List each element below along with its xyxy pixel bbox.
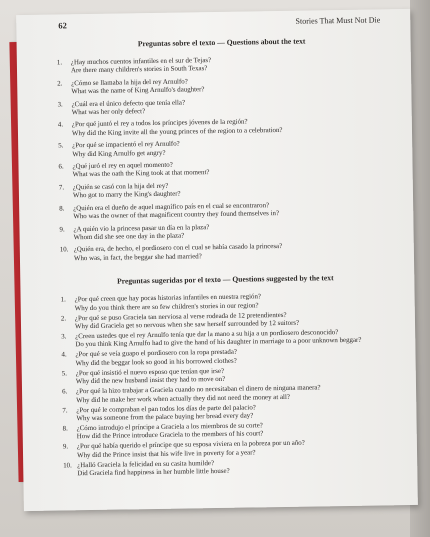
question-number: 8. (62, 425, 68, 433)
question-item (60, 242, 390, 264)
question-number: 5. (61, 370, 67, 378)
question-spanish: ¿Por qué la hizo trabajar a Graciela cuando no necesitaban el dinero de ninguna manera? (75, 384, 321, 396)
question-text (72, 138, 388, 160)
question-number: 5. (58, 142, 64, 150)
question-text (73, 221, 389, 243)
question-text (71, 54, 387, 76)
question-number: 6. (58, 163, 64, 171)
question-number: 7. (58, 184, 65, 192)
question-item (57, 96, 387, 118)
question-number: 1. (56, 59, 63, 67)
question-spanish: ¿Por qué se puso Graciela tan nerviosa al verse rodeada de 12 pretendientes? (74, 311, 287, 322)
question-item (59, 200, 389, 222)
question-number: 6. (62, 388, 68, 396)
question-spanish: ¿Creen ustedes que el rey Arnulfo tenía que dar la mano a su hija a un pordiosero desconocido? (75, 329, 339, 341)
question-english: Why did the new husband insist they had to move on? (75, 376, 226, 386)
question-text (73, 179, 389, 201)
question-spanish: ¿Por qué se veía guapo el pordiosero con la ropa prestada? (75, 349, 238, 359)
question-item (57, 75, 387, 97)
question-item (58, 117, 388, 139)
question-number: 2. (57, 80, 63, 88)
question-english: Whom did she see one day in the plaza? (73, 232, 185, 242)
question-item (58, 158, 388, 180)
question-english: Do you think King Arnulfo had to give the hand of his daughter in marriage to a poor unknown beggar? (75, 337, 362, 349)
question-number: 1. (60, 296, 66, 304)
question-number: 4. (57, 121, 64, 129)
question-spanish: ¿Por qué juntó el rey a todos los príncipes jóvenes de la región? (71, 118, 248, 129)
question-number: 8. (59, 205, 65, 213)
questions-about-text-list (57, 54, 390, 263)
question-spanish: ¿Por qué creen que hay pocas historias infantiles en nuestra región? (74, 293, 262, 304)
page-number: 62 (58, 20, 67, 31)
question-english: Who was, in fact, the beggar she had married? (73, 252, 202, 262)
question-number: 10. (63, 462, 72, 470)
questions-suggested-list (61, 291, 394, 479)
question-english: Are there many children's stories in South Texas? (70, 65, 208, 75)
section-title-questions-suggested: Preguntas sugeridas por el texto — Questions suggested by the text (116, 273, 334, 286)
question-english: What was her only defect? (71, 108, 146, 117)
question-number: 4. (61, 351, 67, 359)
question-english: Why did Graciela get so nervous when she saw herself surrounded by 12 suitors? (74, 319, 300, 331)
question-spanish: ¿Cómo introdujo el príncipe a Graciela a los miembros de su corte? (76, 422, 263, 433)
question-english: Who was the owner of that magnificent country they found themselves in? (73, 210, 280, 221)
question-spanish: ¿Cuál era el único defecto que tenía ella? (71, 99, 186, 108)
question-text (77, 457, 393, 479)
question-english: Why did the King invite all the young princes of the region to a celebration? (71, 126, 283, 138)
question-english: Why was someone from the palace buying her bread every day? (76, 412, 254, 423)
question-spanish: ¿Cómo se llamaba la hija del rey Arnulfo? (71, 78, 188, 88)
question-item (63, 457, 393, 479)
question-number: 2. (60, 314, 67, 322)
page-content (57, 35, 394, 480)
question-english: How did the Prince introduce Graciela to the members of his court? (76, 430, 264, 441)
question-english: Why did the beggar look so good in his borrowed clothes? (75, 357, 237, 367)
question-spanish: ¿Por qué se impacientó el rey Arnulfo? (72, 140, 180, 150)
question-english: Who got to marry the King's daughter? (72, 190, 181, 200)
question-spanish: ¿Por qué había querido el príncipe que su esposa viviera en la pobreza por un año? (76, 440, 305, 451)
question-english: Why did King Arnulfo get angry? (72, 149, 166, 158)
question-text (71, 75, 387, 97)
question-text (72, 117, 388, 139)
running-head (16, 15, 410, 35)
question-text (72, 158, 388, 180)
book-page (16, 9, 418, 511)
question-spanish: ¿Qué juró el rey en aquel momento? (72, 161, 173, 171)
question-item (59, 179, 389, 201)
question-spanish: ¿A quién vio la princesa pasar un día en la plaza? (73, 223, 210, 233)
question-english: Did Graciela find happiness in her humble little house? (77, 468, 230, 478)
question-item (58, 138, 388, 160)
question-spanish: ¿Quién era, de hecho, el pordiosero con el cual se había casado la princesa? (73, 243, 283, 254)
question-number: 9. (59, 225, 65, 233)
question-item (59, 221, 389, 243)
question-number: 3. (61, 333, 67, 341)
question-english: Why did he make her work when actually they did not need the money at all? (76, 393, 290, 404)
question-spanish: ¿Halló Graciela la felicidad en su casita humilde? (77, 459, 215, 470)
question-spanish: ¿Por qué le compraban el pan todos los días de parte del palacio? (76, 403, 256, 414)
question-spanish: ¿Quién se casó con la hija del rey? (72, 182, 169, 192)
running-title: Stories That Must Not Die (295, 15, 381, 26)
question-text (73, 200, 389, 222)
question-spanish: ¿Hay muchos cuentos infantiles en el sur de Tejas? (70, 57, 212, 67)
question-number: 10. (59, 246, 69, 254)
question-text (71, 96, 387, 118)
question-number: 3. (57, 101, 63, 109)
question-spanish: ¿Quién era el dueño de aquel magnífico país en el cual se encontraron? (73, 201, 270, 212)
question-item (57, 54, 387, 76)
question-spanish: ¿Por qué insistió el nuevo esposo que tenían que irse? (75, 367, 225, 377)
question-english: Why do you think there are so few children's stories in our region? (74, 301, 259, 312)
question-text (74, 242, 390, 264)
question-number: 9. (62, 443, 69, 451)
question-english: What was the name of King Arnulfo's daughter? (71, 86, 205, 96)
question-english: Why did the Prince insist that his wife live in poverty for a year? (76, 449, 256, 460)
question-english: What was the oath the King took at that moment? (72, 169, 210, 179)
section-title-questions-about-text: Preguntas sobre el texto — Questions about the text (137, 36, 306, 49)
question-number: 7. (62, 406, 68, 415)
